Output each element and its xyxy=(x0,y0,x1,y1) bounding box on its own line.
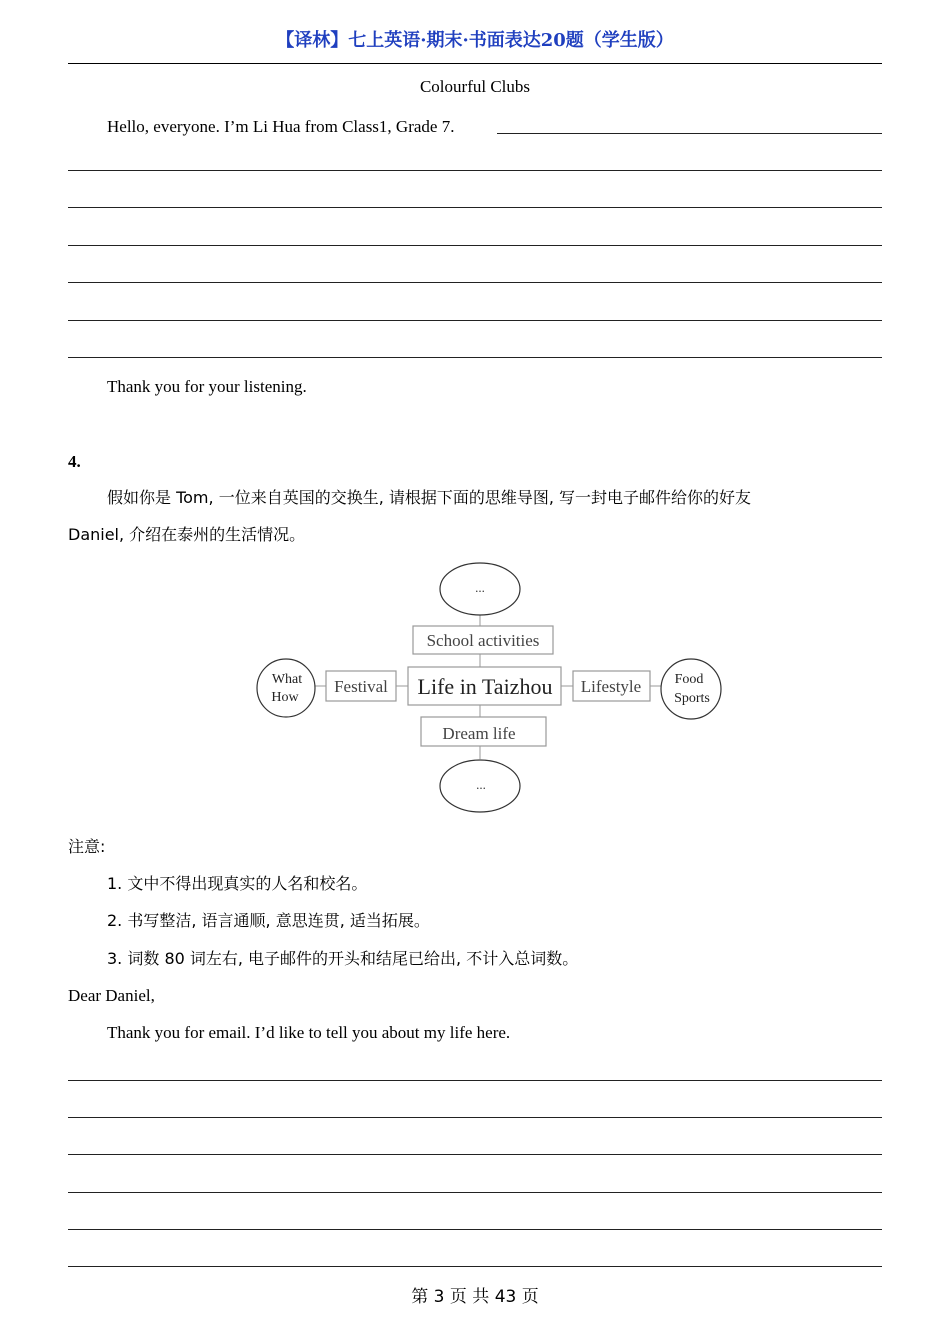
writing-line[interactable] xyxy=(68,1229,882,1230)
left-circle xyxy=(257,659,315,717)
email-salutation: Dear Daniel, xyxy=(68,986,155,1005)
top-ellipse-text: ... xyxy=(475,580,485,595)
right-circle-food: Food xyxy=(674,672,704,687)
left-circle-how: How xyxy=(271,690,299,705)
note-item: 3. 词数 80 词左右, 电子邮件的开头和结尾已给出, 不计入总词数。 xyxy=(107,949,579,968)
question-number: 4. xyxy=(68,452,81,471)
school-activities-label: School activities xyxy=(426,631,540,650)
note-item: 2. 书写整洁, 语言通顺, 意思连贯, 适当拓展。 xyxy=(107,911,430,930)
essay-title: Colourful Clubs xyxy=(419,77,531,96)
lifestyle-label: Lifestyle xyxy=(580,677,642,696)
essay-closing: Thank you for your listening. xyxy=(107,377,307,396)
writing-line[interactable] xyxy=(68,1080,882,1081)
writing-line[interactable] xyxy=(68,1117,882,1118)
essay-opening-text: Hello, everyone. I’m Li Hua from Class1, Grade 7. xyxy=(107,117,455,136)
writing-line[interactable] xyxy=(68,1266,882,1267)
page-header-title: 【译林】七上英语·期末·书面表达20题（学生版） xyxy=(276,30,674,51)
festival-label: Festival xyxy=(334,677,388,696)
left-circle-what: What xyxy=(271,672,303,687)
email-opening: Thank you for email. I’d like to tell you about my life here. xyxy=(107,1023,511,1042)
prompt-line-1: 假如你是 Tom, 一位来自英国的交换生, 请根据下面的思维导图, 写一封电子邮件给你的好友 xyxy=(107,488,752,507)
bottom-ellipse-text: ... xyxy=(476,777,486,792)
dream-life-label: Dream life xyxy=(442,724,516,743)
writing-line[interactable] xyxy=(68,1154,882,1155)
prompt-line-2: Daniel, 介绍在泰州的生活情况。 xyxy=(68,525,306,544)
right-circle-sports: Sports xyxy=(674,691,710,706)
right-circle xyxy=(661,659,721,719)
notes-title: 注意: xyxy=(68,837,106,856)
writing-line[interactable] xyxy=(68,1192,882,1193)
center-label: Life in Taizhou xyxy=(417,674,553,699)
note-item: 1. 文中不得出现真实的人名和校名。 xyxy=(107,874,368,893)
page-footer: 第 3 页 共 43 页 xyxy=(411,1287,539,1307)
